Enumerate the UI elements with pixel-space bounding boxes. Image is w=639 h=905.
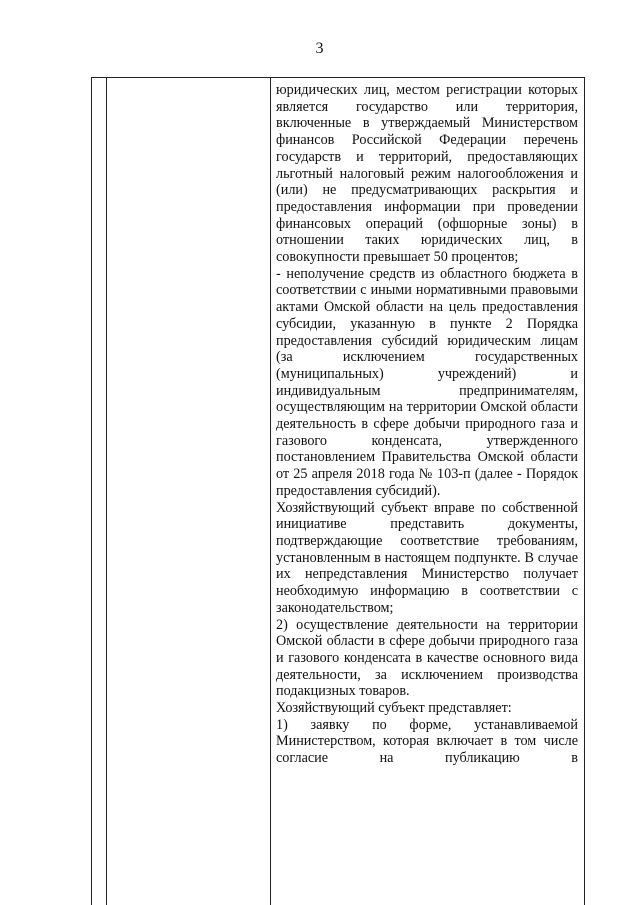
table-column-divider <box>106 77 107 905</box>
paragraph-no-budget-funds: - неполучение средств из областного бюджета в соответствии с иными нормативными правовыми актами Омской области на цель предоставления субсидии, указанную в пункте 2 Порядка предоставления субсидий юридическим лицам (за исключением государственных (муниципальных) учреждений) и индивидуальным предпринимателям, осуществляющим на территории Омской области деятельность в сфере добычи природного газа и газового конденсата, утвержденного постановлением Правительства Омской области от 25 апреля 2018 года № 103-п (далее - Порядок предоставления субсидий). <box>276 265 578 499</box>
paragraph-voluntary-documents: Хозяйствующий субъект вправе по собственной инициативе представить документы, подтверждающие соответствие требованиям, установленным в настоящем подпункте. В случае их непредставления Министерство получает необходимую информацию в соответствии с законодательством; <box>276 499 578 616</box>
table-cell-text <box>276 82 578 767</box>
paragraph-offshore-condition: юридических лиц, местом регистрации которых является государство или территория, включенные в утверждаемый Министерством финансов Российской Федерации перечень государств и территорий, предоставляющих льготный налоговый режим налогообложения и (или) не предусматривающих раскрытия и предоставления информации при проведении финансовых операций (офшорные зоны) в отношении таких юридических лиц, в совокупности превышает 50 процентов; <box>276 82 578 266</box>
page-number: 3 <box>315 40 324 57</box>
paragraph-activity-requirement: 2) осуществление деятельности на территории Омской области в сфере добычи природного газа и газового конденсата в качестве основного вида деятельности, за исключением производства подакцизных товаров. <box>276 616 578 700</box>
table-column-divider <box>270 77 271 905</box>
paragraph-application: 1) заявку по форме, устанавливаемой Министерством, которая включает в том числе согласие на публикацию в <box>276 716 578 767</box>
paragraph-subject-submits: Хозяйствующий субъект представляет: <box>276 700 512 717</box>
